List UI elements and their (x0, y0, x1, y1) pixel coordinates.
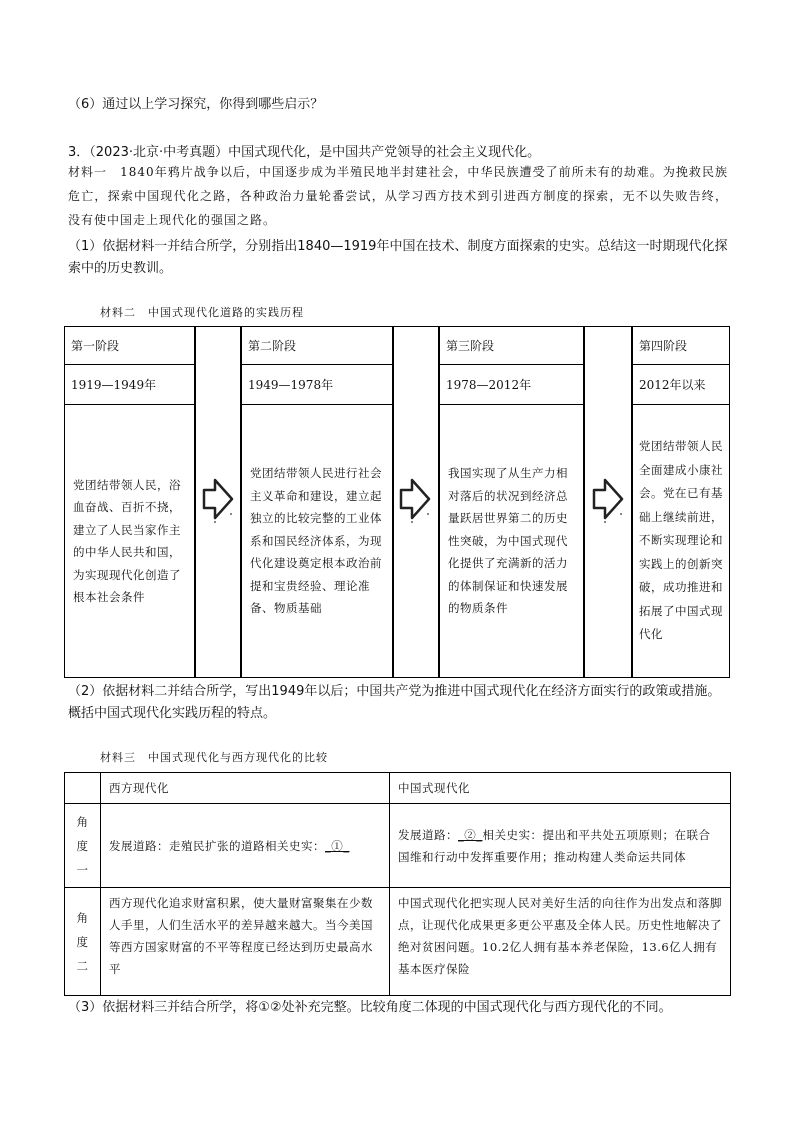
stage-3-desc: 我国实现了从生产力相对落后的状况到经济总量跃居世界第二的历史性突破，为中国式现代化提供了充满新的活力的体制保证和快速发展的物质条件 (448, 466, 568, 616)
blank-2: _②_ (458, 827, 483, 842)
question-3-title: 3．（2023·北京·中考真题）中国式现代化，是中国共产党领导的社会主义现代化。 (68, 145, 541, 160)
right-arrow-icon (201, 474, 235, 526)
comparison-table (64, 772, 731, 996)
table-row (65, 804, 731, 888)
blank-1: _①_ (325, 838, 350, 853)
stage-2-desc: 党团结带领人民进行社会主义革命和建设，建立起独立的比较完整的工业体系和国民经济体系，为现代化建设奠定根本政治前提和宝贵经验、理论准备、物质基础 (250, 466, 382, 616)
stage-3 (439, 326, 584, 678)
stage-1-period: 1919—1949年 (65, 365, 194, 405)
china-angle-2: 中国式现代化把实现人民对美好生活的向往作为出发点和落脚点，让现代化成果更多更公平惠及全体人民。历史性地解决了绝对贫困问题。10.2亿人拥有基本养老保险，13.6亿人拥有基本医疗保险 (390, 888, 731, 996)
question-6: （6）通过以上学习探究，你得到哪些启示？ (68, 97, 324, 112)
table-row (65, 888, 731, 996)
west-angle-2: 西方现代化追求财富积累，使大量财富聚集在少数人手里，人们生活水平的差异越来越大。当今美国等西方国家财富的不平等程度已经达到历史最高水平 (101, 888, 390, 996)
stage-2 (241, 326, 393, 678)
sub-question-1: （1）依据材料一并结合所学，分别指出1840—1919年中国在技术、制度方面探索的史实。总结这一时期现代化探索中的历史教训。 (68, 239, 728, 276)
stage-4 (632, 326, 730, 678)
china-angle-1: 发展道路：_②_相关史实：提出和平共处五项原则；在联合国维和行动中发挥重要作用；推动构建人类命运共同体 (390, 804, 731, 888)
stage-1 (64, 326, 195, 678)
col-header-china: 中国式现代化 (390, 773, 731, 804)
stage-4-name: 第四阶段 (633, 327, 729, 365)
west-angle-1: 发展道路：走殖民扩张的道路相关史实：_①_ (101, 804, 390, 888)
angle-2-label: 角 度 二 (65, 888, 101, 996)
stage-4-desc: 党团结带领人民全面建成小康社会。党在已有基础上继续前进，不断实现理论和实践上的创新突破，成功推进和拓展了中国式现代化 (639, 439, 723, 642)
right-arrow-icon (398, 474, 432, 526)
material-3-title: 材料三 中国式现代化与西方现代化的比较 (100, 751, 328, 764)
stage-1-desc: 党团结带领人民，浴血奋战、百折不挠，建立了人民当家作主的中华人民共和国，为实现现代化创造了根本社会条件 (73, 477, 181, 604)
col-header-west: 西方现代化 (101, 773, 390, 804)
stage-2-period: 1949—1978年 (242, 365, 392, 405)
stage-1-name: 第一阶段 (65, 327, 194, 365)
stage-3-period: 1978—2012年 (440, 365, 583, 405)
angle-1-label: 角 度 一 (65, 804, 101, 888)
corner-cell (65, 773, 101, 804)
stage-3-name: 第三阶段 (440, 327, 583, 365)
material-2-title: 材料二 中国式现代化道路的实践历程 (100, 306, 304, 319)
sub-question-3: （3）依据材料三并结合所学，将①②处补充完整。比较角度二体现的中国式现代化与西方现代化的不同。 (68, 1000, 672, 1015)
stage-4-period: 2012年以来 (633, 365, 729, 405)
stage-2-name: 第二阶段 (242, 327, 392, 365)
right-arrow-icon (591, 474, 625, 526)
material-1: 材料一 1840年鸦片战争以后，中国逐步成为半殖民地半封建社会，中华民族遭受了前所未有的劫难。为挽救民族危亡，探索中国现代化之路，各种政治力量轮番尝试，从学习西方技术到引进西方制度的探索，无不以失败告终，没有使中国走上现代化的强国之路。 (68, 165, 728, 227)
sub-question-2: （2）依据材料二并结合所学，写出1949年以后；中国共产党为推进中国式现代化在经济方面实行的政策或措施。概括中国式现代化实践历程的特点。 (68, 684, 721, 721)
table-row (65, 773, 731, 804)
